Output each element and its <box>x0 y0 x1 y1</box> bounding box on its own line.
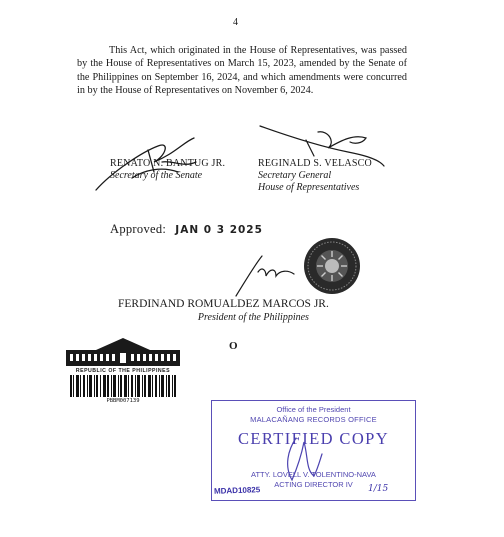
stamp-initials: 1/15 <box>368 484 389 494</box>
page-number: 4 <box>233 17 238 28</box>
president-name: FERDINAND ROMUALDEZ MARCOS JR. <box>118 298 329 310</box>
barcode-number: PBBM007139 <box>106 398 140 404</box>
senate-secretary-title: Secretary of the Senate <box>110 170 203 181</box>
president-signature <box>232 250 302 298</box>
house-secretary-name: REGINALD S. VELASCO <box>258 158 372 169</box>
republic-label: REPUBLIC OF THE PHILIPPINES <box>75 368 171 374</box>
separator-mark: O <box>229 340 238 352</box>
approved-label: Approved: <box>110 222 167 236</box>
senate-signatory <box>110 158 225 182</box>
president-signatory <box>118 298 329 324</box>
senate-secretary-name: RENATO N. BANTUG JR. <box>110 158 226 169</box>
house-signatory <box>258 158 372 194</box>
enactment-paragraph: This Act, which originated in the House of Representatives, was passed by the House of Representatives on March 15, 2023, amended by the Senate of the Philippines on September 16, 2024, and which amendments were concurred in by the House of Representatives on November 6, 2024. <box>77 45 407 97</box>
document-barcode <box>70 375 176 397</box>
stamp-control-code: MDAD10825 <box>213 485 261 496</box>
malacanang-building-logo <box>66 336 180 368</box>
president-title: President of the Philippines <box>197 312 309 323</box>
stamp-officer-title: ACTING DIRECTOR IV <box>274 480 353 489</box>
presidential-seal <box>303 237 361 295</box>
stamp-office: Office of the President <box>276 405 351 414</box>
house-secretary-title: Secretary General <box>258 170 332 181</box>
approval-date-stamp: JAN 0 3 2025 <box>175 224 263 236</box>
house-chamber-title: House of Representatives <box>258 182 360 193</box>
stamp-heading: CERTIFIED COPY <box>237 429 390 448</box>
stamp-signature <box>278 436 324 484</box>
stamp-records-office: MALACAÑANG RECORDS OFFICE <box>250 415 377 424</box>
stamp-officer-name: ATTY. LOVELL V. TOLENTINO-NAVA <box>251 470 376 479</box>
approval-line <box>110 222 263 237</box>
